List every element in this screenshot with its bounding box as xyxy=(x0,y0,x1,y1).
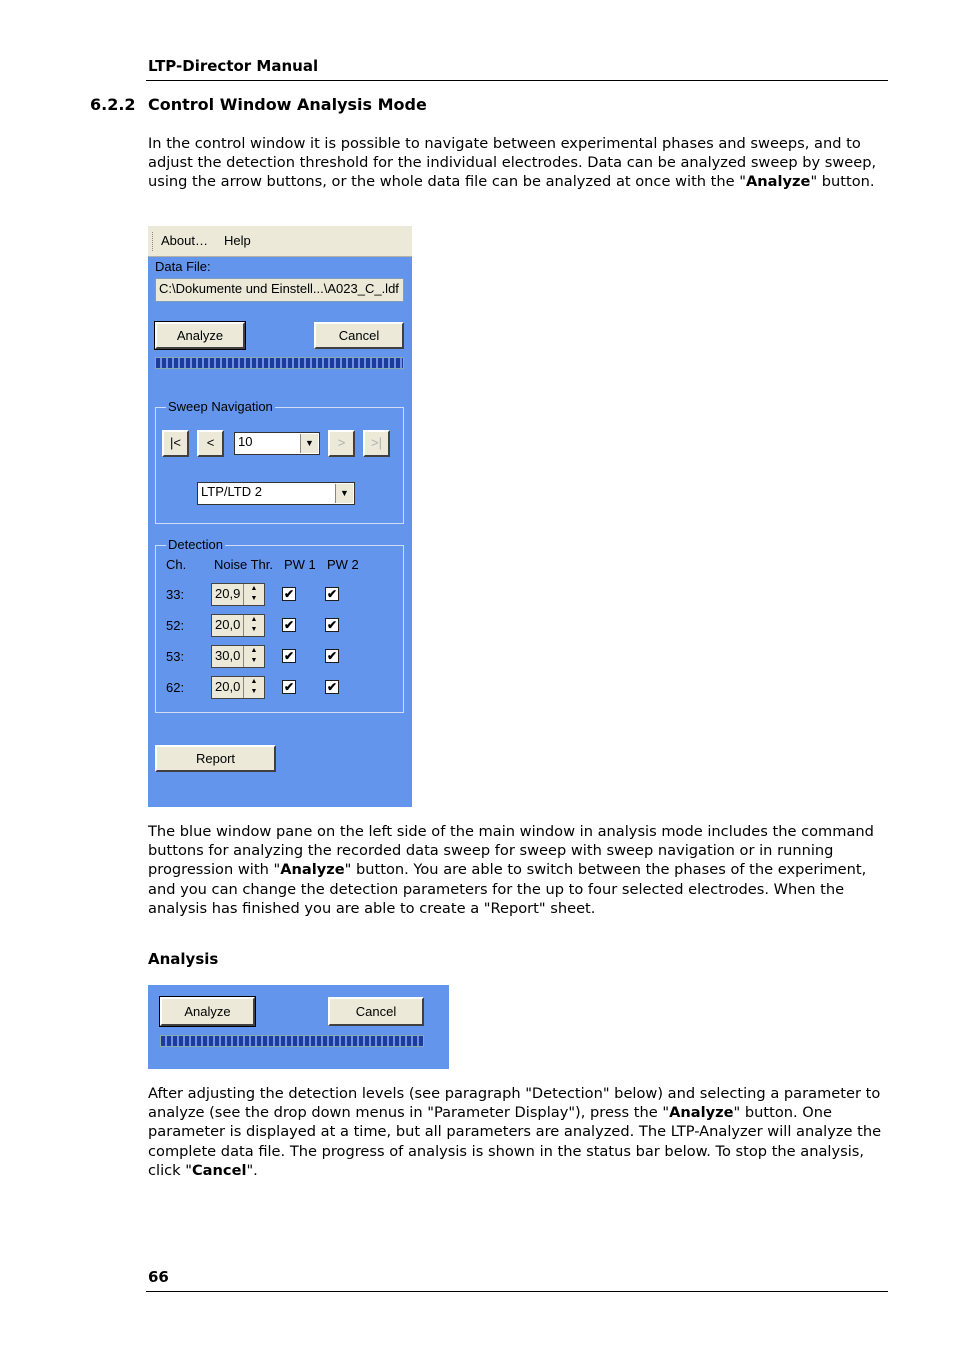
phase-select[interactable] xyxy=(197,482,355,505)
spin-arrows-icon[interactable]: ▲ ▼ xyxy=(243,646,264,667)
col-pw2: PW 2 xyxy=(327,557,359,572)
col-channel: Ch. xyxy=(166,557,187,572)
data-file-label: Data File: xyxy=(155,259,211,274)
sweep-navigation-group xyxy=(155,399,404,524)
noise-threshold-stepper[interactable]: 20,0 ▲ ▼ xyxy=(211,614,265,637)
cancel-button[interactable]: Cancel xyxy=(328,997,424,1026)
pw2-checkbox[interactable]: ✔ xyxy=(326,680,338,694)
running-header: LTP-Director Manual xyxy=(148,57,319,75)
sweep-select[interactable] xyxy=(234,432,320,455)
header-rule xyxy=(146,80,888,81)
analysis-panel xyxy=(148,985,449,1069)
control-window xyxy=(148,226,412,807)
noise-threshold-stepper[interactable]: 20,0 ▲ ▼ xyxy=(211,676,265,699)
channel-label: 53: xyxy=(166,649,185,664)
analysis-heading: Analysis xyxy=(148,950,219,968)
page-number: 66 xyxy=(148,1268,169,1286)
progress-fill xyxy=(161,1036,423,1046)
pw1-checkbox[interactable]: ✔ xyxy=(283,618,295,632)
pw1-checkbox[interactable]: ✔ xyxy=(283,680,295,694)
intro-paragraph: In the control window it is possible to navigate between experimental phases and sweeps, and to adjust the detection threshold for the individual electrodes. Data can be analyzed sweep by sweep, using the arrow buttons, or the whole data file can be analyzed at once with the "Analyze" button. xyxy=(148,135,877,191)
analyze-button[interactable]: Analyze xyxy=(160,997,255,1026)
analyze-button[interactable]: Analyze xyxy=(155,322,245,349)
last-sweep-button[interactable]: >| xyxy=(363,430,390,457)
progress-fill xyxy=(156,358,403,368)
col-noise-threshold: Noise Thr. xyxy=(214,557,274,572)
sweep-select-value: 10 xyxy=(238,434,253,449)
data-file-field[interactable]: C:\Dokumente und Einstell...\A023_C_.ldf xyxy=(155,278,404,302)
pw2-checkbox[interactable]: ✔ xyxy=(326,649,338,663)
noise-threshold-stepper[interactable]: 30,0 ▲ ▼ xyxy=(211,645,265,668)
footer-rule xyxy=(146,1291,888,1292)
channel-label: 33: xyxy=(166,587,185,602)
detection-group xyxy=(155,537,404,713)
report-button[interactable]: Report xyxy=(155,745,276,772)
spin-arrows-icon[interactable]: ▲ ▼ xyxy=(243,677,264,698)
detection-label: Detection xyxy=(168,537,223,552)
analysis-progress-bar xyxy=(155,357,404,369)
section-title: Control Window Analysis Mode xyxy=(148,95,427,114)
channel-label: 62: xyxy=(166,680,185,695)
sweep-navigation-label: Sweep Navigation xyxy=(168,399,273,414)
cancel-button[interactable]: Cancel xyxy=(314,322,404,349)
analysis-paragraph: After adjusting the detection levels (see paragraph "Detection" below) and selecting a parameter to analyze (see the drop down menus in "Parameter Display"), press the "Analyze" button. One parameter is displayed at a time, but all parameters are analyzed. The LTP-Analyzer will analyze the complete data file. The progress of analysis is shown in the status bar below. To stop the analysis, click "Cancel". xyxy=(148,1085,882,1179)
menu-about[interactable]: About… xyxy=(161,233,208,248)
pw1-checkbox[interactable]: ✔ xyxy=(283,649,295,663)
next-sweep-button[interactable]: > xyxy=(328,430,355,457)
phase-select-value: LTP/LTD 2 xyxy=(201,484,262,499)
pane-description-paragraph: The blue window pane on the left side of the main window in analysis mode includes the command buttons for analyzing the recorded data sweep for sweep with sweep navigation or in running progression with "Analyze" button. You are able to switch between the phases of the experiment, and you can change the detection parameters for the up to four selected electrodes. When the analysis has finished you are able to create a "Report" sheet. xyxy=(148,823,874,917)
menu-bar xyxy=(148,226,412,257)
spin-arrows-icon[interactable]: ▲ ▼ xyxy=(243,615,264,636)
chevron-down-icon[interactable]: ▼ xyxy=(335,484,353,503)
pw2-checkbox[interactable]: ✔ xyxy=(326,587,338,601)
analysis-progress-bar xyxy=(160,1035,424,1047)
noise-threshold-stepper[interactable]: 20,9 ▲ ▼ xyxy=(211,583,265,606)
pw1-checkbox[interactable]: ✔ xyxy=(283,587,295,601)
col-pw1: PW 1 xyxy=(284,557,316,572)
section-number: 6.2.2 xyxy=(90,95,136,114)
spin-arrows-icon[interactable]: ▲ ▼ xyxy=(243,584,264,605)
pw2-checkbox[interactable]: ✔ xyxy=(326,618,338,632)
previous-sweep-button[interactable]: < xyxy=(197,430,224,457)
toolbar-grip xyxy=(152,232,155,251)
first-sweep-button[interactable]: |< xyxy=(162,430,189,457)
menu-help[interactable]: Help xyxy=(224,233,251,248)
channel-label: 52: xyxy=(166,618,185,633)
chevron-down-icon[interactable]: ▼ xyxy=(300,434,318,453)
